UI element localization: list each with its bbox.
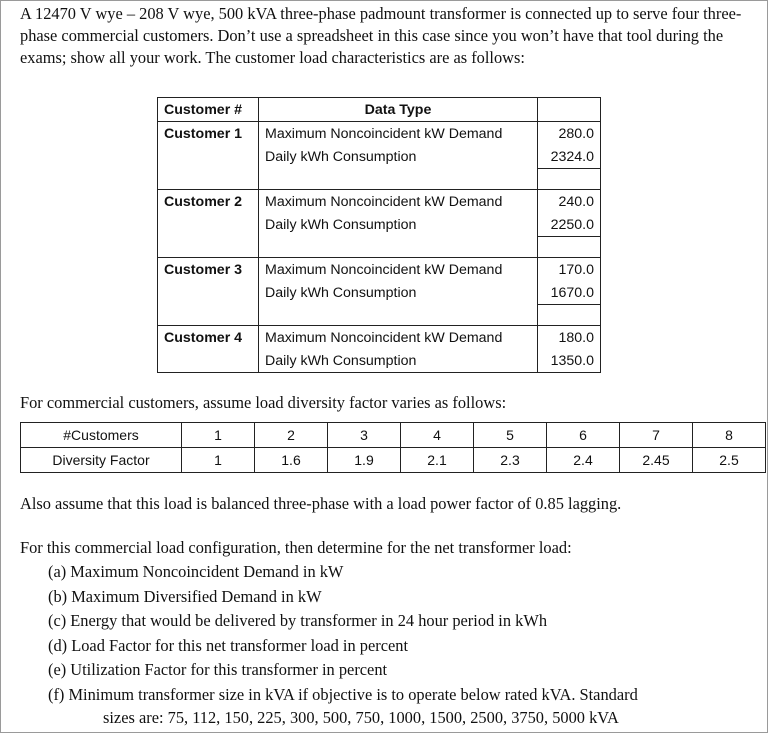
- customer-name: Customer 1: [158, 122, 259, 146]
- diversity-factor: 1: [182, 448, 255, 473]
- demand-label: Maximum Noncoincident kW Demand: [259, 326, 538, 350]
- table-row: [158, 122, 601, 146]
- customers-count: 4: [401, 423, 474, 448]
- table-row: [158, 258, 601, 282]
- problem-intro: A 12470 V wye – 208 V wye, 500 kVA three-phase padmount transformer is connected up to serve four three-phase commercial customers. Don’t use a spreadsheet in this case since you won’t have that tool during the exams; show all your work. The customer load characteristics are as follows:: [20, 4, 742, 67]
- list-item: (d) Load Factor for this net transformer load in percent: [48, 635, 409, 655]
- diversity-factor: 2.4: [547, 448, 620, 473]
- diversity-intro: For commercial customers, assume load diversity factor varies as follows:: [20, 393, 507, 412]
- customers-count: 2: [255, 423, 328, 448]
- customer-name: Customer 2: [158, 190, 259, 214]
- table-row: [21, 448, 766, 473]
- diversity-factor: 2.45: [620, 448, 693, 473]
- demand-value: 240.0: [538, 190, 601, 214]
- diversity-factor: 2.3: [474, 448, 547, 473]
- table-row: [21, 423, 766, 448]
- demand-value: 170.0: [538, 258, 601, 282]
- customer-name: Customer 4: [158, 326, 259, 350]
- diversity-factor: 2.5: [693, 448, 766, 473]
- diversity-factor: 1.9: [328, 448, 401, 473]
- energy-value: 1670.0: [538, 281, 601, 305]
- demand-label: Maximum Noncoincident kW Demand: [259, 258, 538, 282]
- table-row: [158, 190, 601, 214]
- table-row: [158, 281, 601, 305]
- energy-label: Daily kWh Consumption: [259, 349, 538, 373]
- spacer-row: [158, 305, 601, 326]
- energy-label: Daily kWh Consumption: [259, 281, 538, 305]
- table-row: [158, 349, 601, 373]
- list-item: (f) Minimum transformer size in kVA if objective is to operate below rated kVA. Standard: [48, 684, 638, 704]
- diversity-factor: 2.1: [401, 448, 474, 473]
- spacer-row: [158, 169, 601, 190]
- customers-count: 3: [328, 423, 401, 448]
- customer-load-table: [157, 97, 601, 373]
- list-item: (e) Utilization Factor for this transformer in percent: [48, 660, 388, 679]
- list-item: (c) Energy that would be delivered by transformer in 24 hour period in kWh: [48, 611, 548, 630]
- spacer-row: [158, 237, 601, 258]
- customers-count: 6: [547, 423, 620, 448]
- energy-label: Daily kWh Consumption: [259, 213, 538, 237]
- demand-value: 180.0: [538, 326, 601, 350]
- customers-count: 5: [474, 423, 547, 448]
- balanced-load-note: Also assume that this load is balanced three-phase with a load power factor of 0.85 lagging.: [20, 494, 622, 513]
- diversity-factor-table: [20, 422, 766, 473]
- diversity-factor-label: Diversity Factor: [21, 448, 182, 473]
- header-customer: Customer #: [158, 98, 259, 122]
- energy-label: Daily kWh Consumption: [259, 145, 538, 169]
- diversity-factor: 1.6: [255, 448, 328, 473]
- customers-count: 7: [620, 423, 693, 448]
- customers-count: 1: [182, 423, 255, 448]
- list-item: (a) Maximum Noncoincident Demand in kW: [48, 562, 344, 581]
- customer-name: Customer 3: [158, 258, 259, 282]
- list-item: (b) Maximum Diversified Demand in kW: [48, 586, 322, 606]
- standard-sizes: sizes are: 75, 112, 150, 225, 300, 500, 750, 1000, 1500, 2500, 3750, 5000 kVA: [103, 708, 619, 727]
- demand-label: Maximum Noncoincident kW Demand: [259, 122, 538, 146]
- customers-count-label: #Customers: [21, 423, 182, 448]
- energy-value: 1350.0: [538, 349, 601, 373]
- header-value: [538, 98, 601, 122]
- customers-count: 8: [693, 423, 766, 448]
- table-header-row: [158, 98, 601, 122]
- energy-value: 2250.0: [538, 213, 601, 237]
- demand-label: Maximum Noncoincident kW Demand: [259, 190, 538, 214]
- questions-intro: For this commercial load configuration, then determine for the net transformer load:: [20, 538, 572, 557]
- table-row: [158, 145, 601, 169]
- table-row: [158, 326, 601, 350]
- question-list: [48, 560, 638, 707]
- table-row: [158, 213, 601, 237]
- header-data-type: Data Type: [259, 98, 538, 122]
- energy-value: 2324.0: [538, 145, 601, 169]
- demand-value: 280.0: [538, 122, 601, 146]
